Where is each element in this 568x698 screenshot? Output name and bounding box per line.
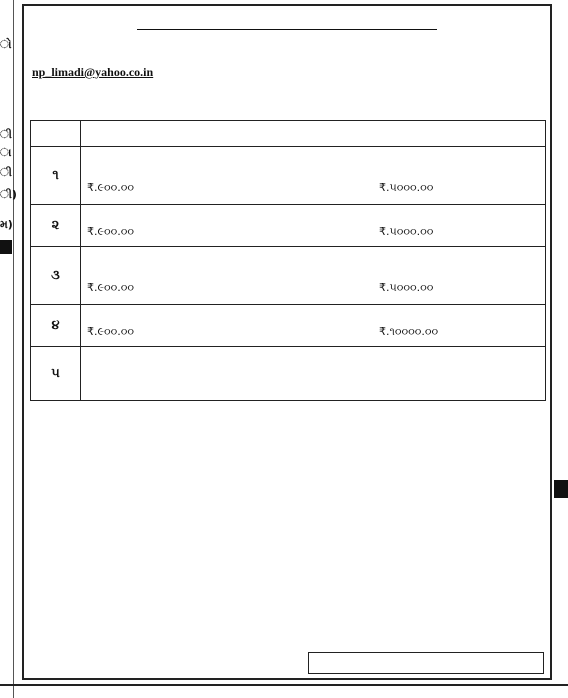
left-fragment: ી) <box>0 188 17 201</box>
email-link[interactable]: np_limadi@yahoo.co.in <box>32 65 154 79</box>
emd-amount: ₹.૫૦૦૦.૦૦ <box>379 181 434 194</box>
signatory-org <box>33 634 201 648</box>
terms-line <box>32 519 542 538</box>
tender-fee: ₹.૯૦૦.૦૦ <box>87 281 134 294</box>
terms-line <box>32 482 542 501</box>
row-content <box>81 247 546 305</box>
fee-line <box>87 280 539 295</box>
emd-amount: ₹.૧૦૦૦૦.૦૦ <box>379 325 439 338</box>
signatory-orgs <box>32 634 542 648</box>
work-description <box>87 164 539 178</box>
signatory-title <box>203 615 371 629</box>
tender-fee: ₹.૯૦૦.૦૦ <box>87 181 134 194</box>
work-description <box>87 150 539 164</box>
left-fragment: ી <box>0 166 12 179</box>
work-description <box>87 364 539 378</box>
terms-line <box>32 463 542 482</box>
signatory-title <box>373 615 541 629</box>
fee-line <box>87 180 539 195</box>
fee-line <box>87 324 539 339</box>
left-fragment: ા <box>0 146 12 159</box>
row-number: ૪ <box>31 305 81 347</box>
table-row <box>31 305 546 347</box>
work-description <box>87 308 539 322</box>
terms-paragraph <box>32 426 542 556</box>
terms-line <box>32 537 542 556</box>
row-number: ૨ <box>31 205 81 247</box>
header-work-name <box>81 121 546 147</box>
signatory-title <box>33 615 201 629</box>
table-row <box>31 347 546 401</box>
table-row <box>31 247 546 305</box>
signatory-names <box>32 596 542 610</box>
signatory-name <box>373 596 541 610</box>
tender-notice <box>22 4 552 680</box>
emd-amount: ₹.૫૦૦૦.૦૦ <box>379 281 434 294</box>
signatory-org <box>203 634 371 648</box>
emd-amount: ₹.૫૦૦૦.૦૦ <box>379 225 434 238</box>
row-content <box>81 305 546 347</box>
left-black-block <box>0 240 12 254</box>
row-number: ૧ <box>31 147 81 205</box>
signatory-titles <box>32 615 542 629</box>
signatory-name <box>203 596 371 610</box>
work-description <box>87 250 539 264</box>
terms-line <box>32 426 542 445</box>
intro-line <box>32 62 542 82</box>
tender-fee: ₹.૯૦૦.૦૦ <box>87 325 134 338</box>
left-fragment: ી <box>0 128 12 141</box>
signatory-name <box>33 596 201 610</box>
intro-paragraph <box>32 42 542 102</box>
next-article-border <box>0 684 568 698</box>
adjacent-column-left <box>0 0 17 698</box>
terms-line <box>32 500 542 519</box>
fee-line <box>87 224 539 239</box>
signatory-org <box>373 634 541 648</box>
work-description <box>87 208 539 222</box>
row-number: ૩ <box>31 247 81 305</box>
works-table <box>30 120 546 401</box>
left-fragment: ો <box>0 38 12 51</box>
row-content <box>81 205 546 247</box>
header-serial <box>31 121 81 147</box>
table-row <box>31 205 546 247</box>
terms-line <box>32 445 542 464</box>
intro-line <box>32 82 542 102</box>
row-content <box>81 147 546 205</box>
adjacent-column-right-block <box>554 480 568 498</box>
tender-fee: ₹.૯૦૦.૦૦ <box>87 225 134 238</box>
left-fragment: મ) <box>0 218 13 231</box>
row-number: ૫ <box>31 347 81 401</box>
table-header-row <box>31 121 546 147</box>
reference-number <box>308 652 544 674</box>
notice-title <box>24 12 550 34</box>
work-description <box>87 350 539 364</box>
row-content <box>81 347 546 401</box>
table-row <box>31 147 546 205</box>
work-description <box>87 264 539 278</box>
intro-line <box>32 42 542 62</box>
